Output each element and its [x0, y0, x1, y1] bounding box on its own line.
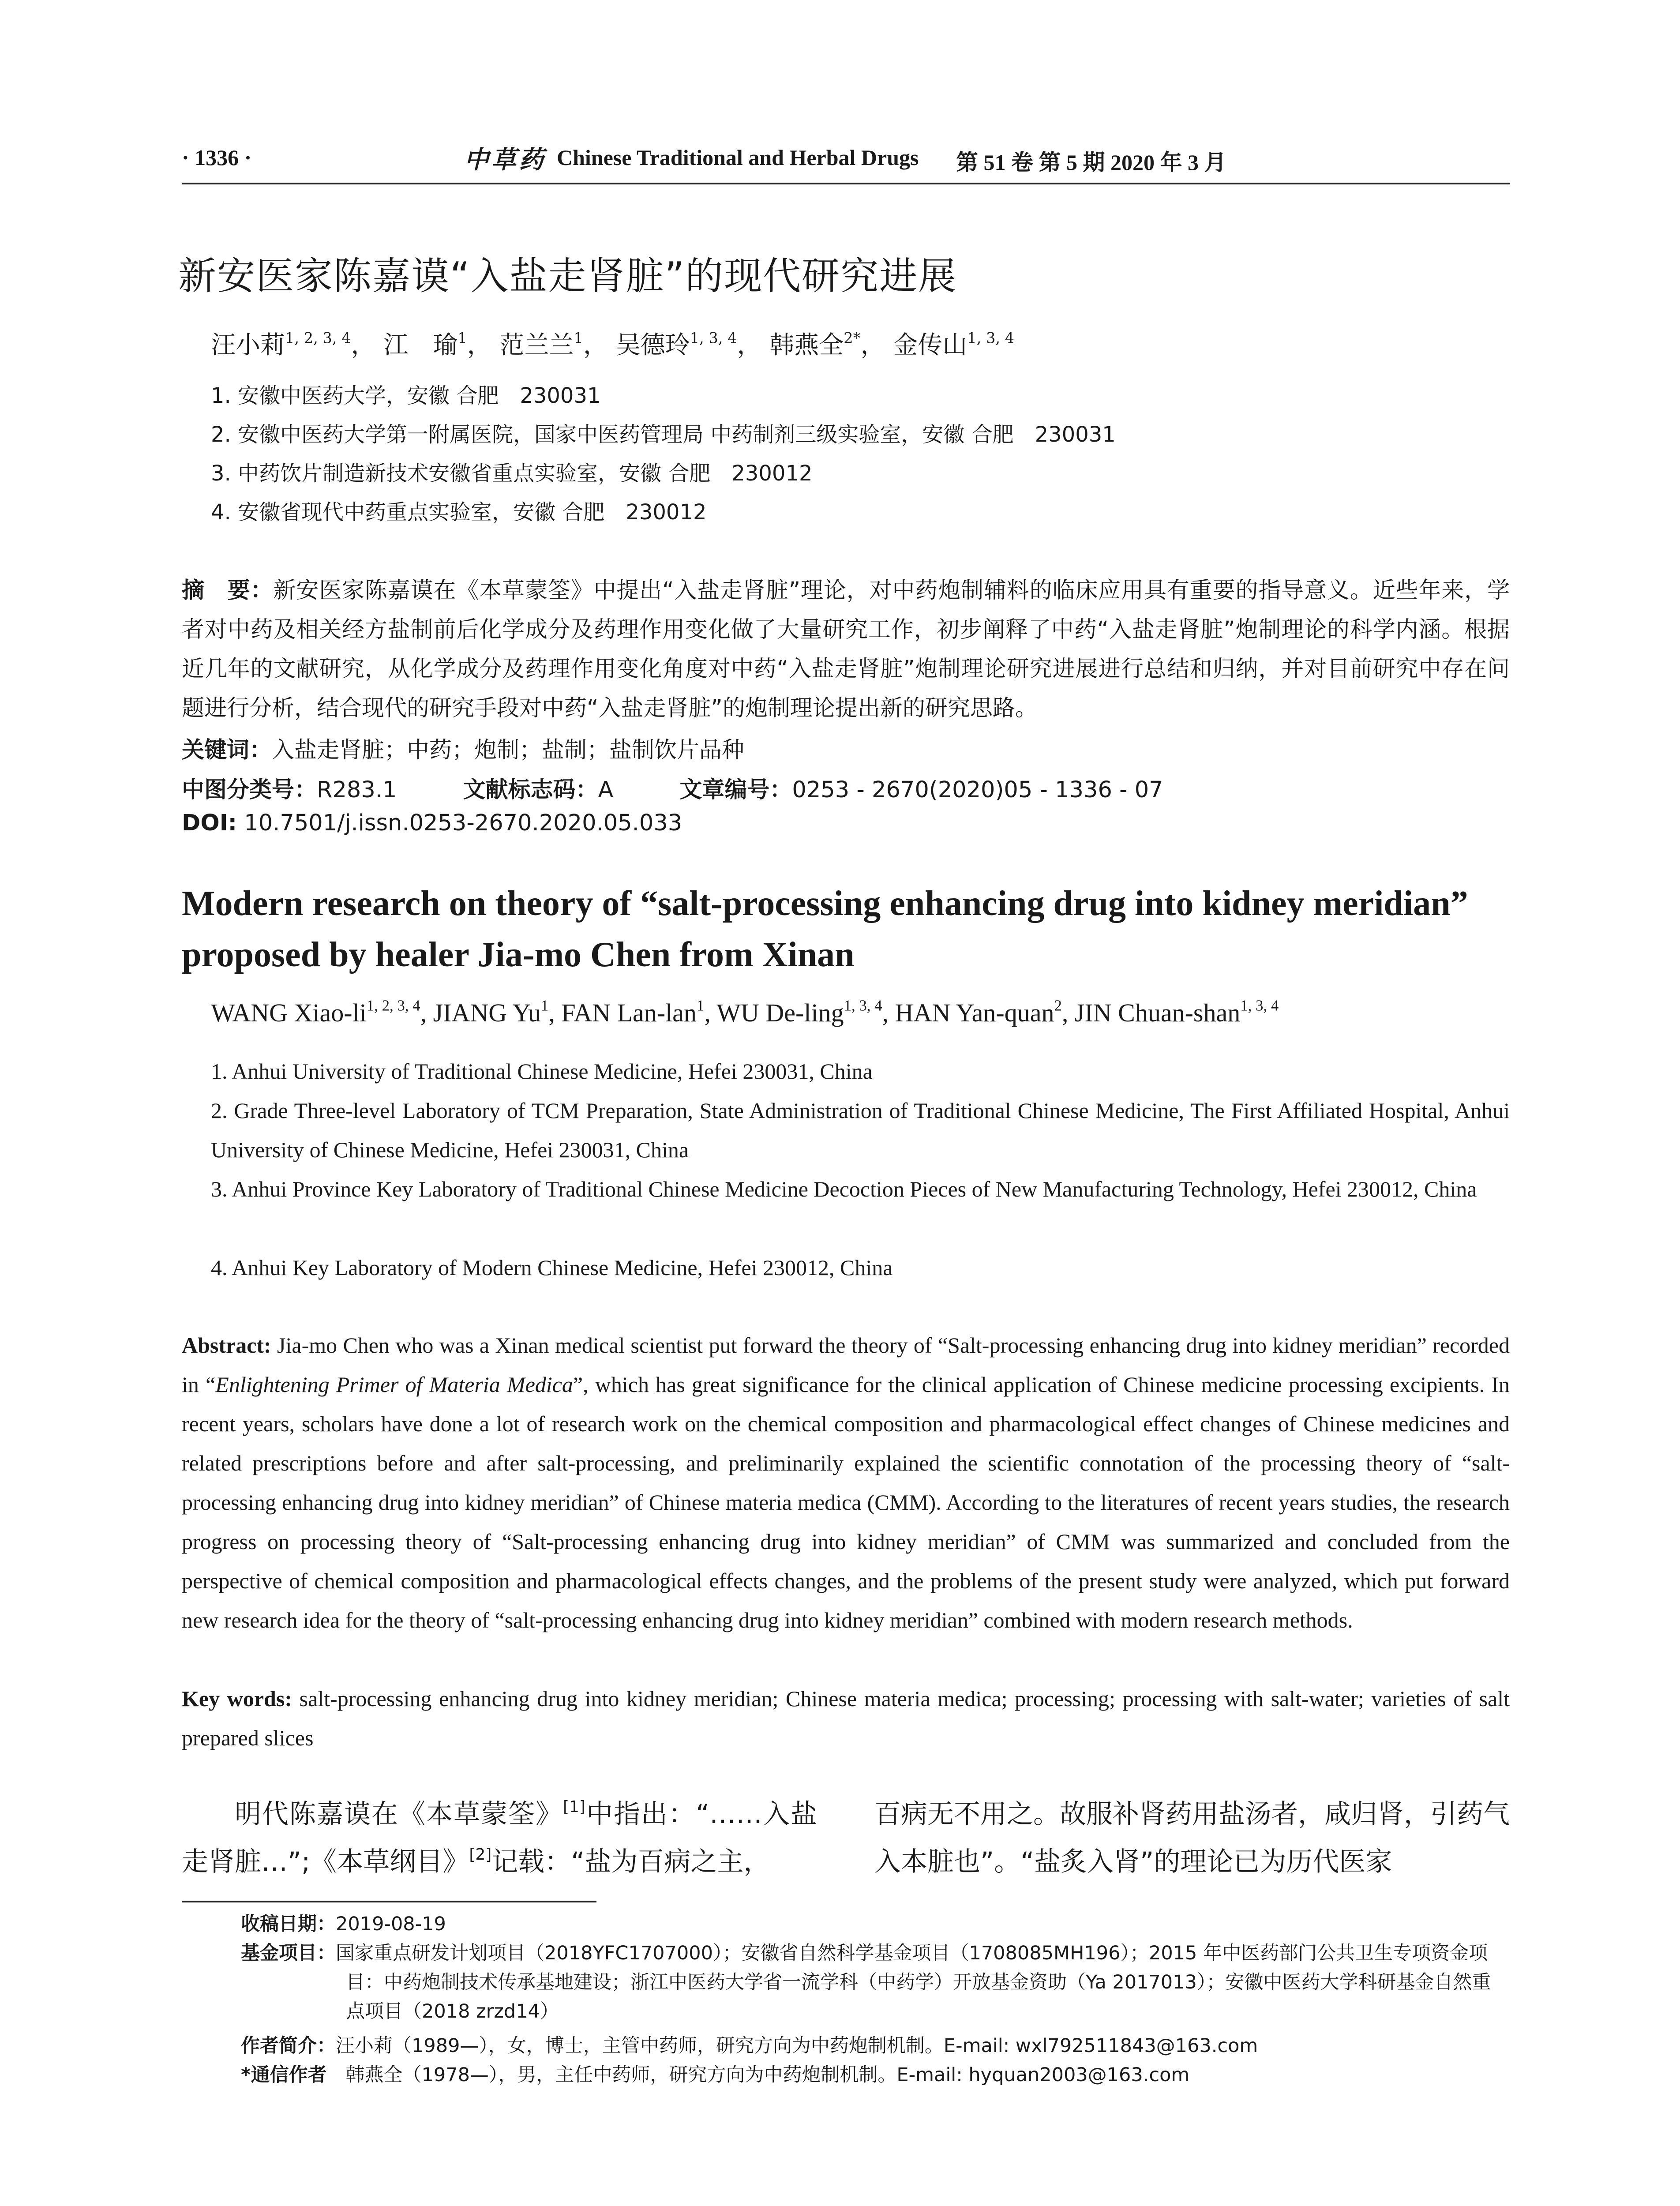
- author-separator: ,: [882, 998, 895, 1027]
- corresponding-label: *通信作者: [241, 2064, 327, 2086]
- footnote-funding: [241, 1939, 1510, 2026]
- author-separator: ,: [1061, 998, 1075, 1027]
- author-affiliation-mark: 1, 3, 4: [967, 329, 1015, 347]
- author-name-en: WU De-ling: [716, 998, 844, 1027]
- body-text: 记载：“盐为百病之主，: [491, 1846, 770, 1877]
- author-list-en: [211, 998, 1279, 1028]
- affiliation-cn: 2. 安徽中医药大学第一附属医院，国家中医药管理局 中药制剂三级实验室，安徽 合肥 230031: [211, 422, 1116, 447]
- volume-issue: 第 51 卷 第 5 期 2020 年 3 月: [956, 150, 1226, 175]
- affiliation-cn: 4. 安徽省现代中药重点实验室，安徽 合肥 230012: [211, 500, 707, 525]
- author-name: 范兰兰: [499, 331, 574, 360]
- author-affiliation-mark: 2: [1054, 997, 1062, 1014]
- author-affiliation-mark: 2*: [844, 329, 861, 347]
- body-column-left: [182, 1790, 817, 1886]
- author-name: 江 瑜: [383, 331, 458, 360]
- author-affiliation-mark: 1, 2, 3, 4: [366, 997, 420, 1014]
- keywords-en: [182, 1679, 1510, 1758]
- journal-name-cn: 中草药: [464, 146, 546, 174]
- author-separator: ,: [548, 998, 562, 1027]
- author-affiliation-mark: 1: [458, 329, 467, 347]
- received-date: 2019-08-19: [336, 1913, 446, 1935]
- keywords-text-cn: 入盐走肾脏；中药；炮制；盐制；盐制饮片品种: [272, 737, 745, 763]
- author-separator: ，: [860, 331, 885, 360]
- abstract-cn: [182, 571, 1510, 728]
- clc-value: R283.1: [317, 777, 397, 803]
- abstract-text-en: Jia-mo Chen who was a Xinan medical scientist put forward the theory of “Salt-processing enhancing drug into kidney meridian” recorded in “: [182, 1333, 1510, 1397]
- author-separator: ，: [583, 331, 608, 360]
- doi-label: DOI:: [182, 810, 237, 836]
- footnote-received: [241, 1910, 446, 1939]
- journal-name-en: Chinese Traditional and Herbal Drugs: [557, 145, 919, 170]
- affiliation-cn: 1. 安徽中医药大学，安徽 合肥 230031: [211, 383, 601, 408]
- keywords-label-en: Key words:: [182, 1686, 292, 1711]
- funding-label: 基金项目：: [241, 1942, 336, 1964]
- citation-ref[interactable]: [1]: [562, 1797, 585, 1816]
- keywords-text-en: salt-processing enhancing drug into kidney meridian; Chinese materia medica; processing; processing with salt-water; varieties of salt prepared slices: [182, 1686, 1510, 1750]
- footnote-author-bio: [241, 2031, 1258, 2060]
- author-affiliation-mark: 1: [574, 329, 583, 347]
- funding-text: 国家重点研发计划项目（2018YFC1707000）；安徽省自然科学基金项目（1708085MH196）；2015 年中医药部门公共卫生专项资金项目：中药炮制技术传承基地建设；浙江中医药大学省一流学科（中药学）开放基金资助（Ya 2017013）；安徽中医药大学科研基金自然重点项目（2018 zrzd14）: [336, 1942, 1491, 2022]
- author-bio-label: 作者简介：: [241, 2035, 336, 2057]
- author-name-en: FAN Lan-lan: [561, 998, 697, 1027]
- abstract-label-cn: 摘 要：: [182, 578, 274, 604]
- author-name: 汪小莉: [211, 331, 285, 360]
- keywords-label-cn: 关键词：: [182, 737, 272, 763]
- author-name-en: HAN Yan-quan: [895, 998, 1054, 1027]
- footnote-divider: [182, 1901, 596, 1902]
- citation-ref[interactable]: [2]: [469, 1845, 492, 1864]
- author-separator: ,: [420, 998, 433, 1027]
- doc-code-label: 文献标志码：: [463, 777, 598, 803]
- page-number: · 1336 ·: [182, 145, 252, 170]
- footnote-corresponding: [241, 2060, 1189, 2090]
- doi-line: [182, 810, 682, 836]
- affiliation-en: [211, 1091, 1510, 1170]
- keywords-cn: [182, 732, 744, 764]
- author-affiliation-mark: 1: [696, 997, 705, 1014]
- running-header: [182, 140, 1510, 184]
- author-name: 韩燕全: [769, 331, 844, 360]
- article-number-value: 0253 - 2670(2020)05 - 1336 - 07: [792, 777, 1163, 803]
- affiliation-en: 3. Anhui Province Key Laboratory of Traditional Chinese Medicine Decoction Pieces of New Manufacturing Technology, Hefei 230012, China: [211, 1177, 1477, 1201]
- abstract-label-en: Abstract:: [182, 1333, 271, 1358]
- abstract-text-en-cont: ”, which has great significance for the clinical application of Chinese medicine processing excipients. In recent years, scholars have done a lot of research work on the chemical composition and pharmacological effect changes of Chinese medicines and related prescriptions before and after salt-processing, and preliminarily explained the scientific connotation of the processing theory of “salt-processing enhancing drug into kidney meridian” of Chinese materia medica (CMM). According to the literatures of recent years studies, the research progress on processing theory of “Salt-processing enhancing drug into kidney meridian” of CMM was summarized and concluded from the perspective of chemical composition and pharmacological effects changes, and the problems of the present study were analyzed, which put forward new research idea for the theory of “salt-processing enhancing drug into kidney meridian” combined with modern research methods.: [182, 1372, 1510, 1632]
- author-name-en: JIN Chuan-shan: [1074, 998, 1241, 1027]
- body-text: 中指出：“……入盐走肾脏…”;《本草纲目》: [182, 1799, 818, 1877]
- classification-line: [182, 771, 1163, 804]
- author-separator: ，: [351, 331, 376, 360]
- received-label: 收稿日期：: [241, 1913, 336, 1935]
- affiliation-en: 1. Anhui University of Traditional Chinese Medicine, Hefei 230031, China: [211, 1059, 873, 1084]
- article-title-cn: 新安医家陈嘉谟“入盐走肾脏”的现代研究进展: [178, 254, 957, 298]
- author-affiliation-mark: 1: [540, 997, 549, 1014]
- author-name: 吴德玲: [615, 331, 690, 360]
- corresponding-text: 韩燕全（1978—），男，主任中药师，研究方向为中药炮制机制。E-mail: hyquan2003@163.com: [345, 2064, 1190, 2086]
- affiliation-en: 4. Anhui Key Laboratory of Modern Chinese Medicine, Hefei 230012, China: [211, 1255, 893, 1280]
- abstract-en: [182, 1326, 1510, 1640]
- doc-code-value: A: [598, 777, 614, 803]
- author-affiliation-mark: 1, 3, 4: [1240, 997, 1279, 1014]
- author-separator: ，: [467, 331, 492, 360]
- author-name-en: JIANG Yu: [433, 998, 541, 1027]
- author-name: 金传山: [893, 331, 968, 360]
- book-title: Enlightening Primer of Materia Medica: [215, 1372, 573, 1397]
- article-title-en: Modern research on theory of “salt-processing enhancing drug into kidney meridian” proposed by healer Jia-mo Chen from Xinan: [182, 884, 1468, 974]
- author-separator: ,: [704, 998, 717, 1027]
- author-affiliation-mark: 1, 3, 4: [690, 329, 737, 347]
- author-affiliation-mark: 1, 2, 3, 4: [285, 329, 351, 347]
- affiliation-cn: 3. 中药饮片制造新技术安徽省重点实验室，安徽 合肥 230012: [211, 461, 813, 486]
- author-affiliation-mark: 1, 3, 4: [844, 997, 882, 1014]
- abstract-text-cn: 新安医家陈嘉谟在《本草蒙筌》中提出“入盐走肾脏”理论，对中药炮制辅料的临床应用具有重要的指导意义。近些年来，学者对中药及相关经方盐制前后化学成分及药理作用变化做了大量研究工作，初步阐释了中药“入盐走肾脏”炮制理论的科学内涵。根据近几年的文献研究，从化学成分及药理作用变化角度对中药“入盐走肾脏”炮制理论研究进展进行总结和归纳，并对目前研究中存在问题进行分析，结合现代的研究手段对中药“入盐走肾脏”的炮制理论提出新的研究思路。: [182, 578, 1510, 721]
- article-number-label: 文章编号：: [679, 777, 792, 803]
- author-name-en: WANG Xiao-li: [211, 998, 367, 1027]
- author-bio-text: 汪小莉（1989—），女，博士，主管中药师，研究方向为中药炮制机制。E-mail: wxl792511843@163.com: [336, 2035, 1258, 2057]
- author-list-cn: [211, 326, 1014, 361]
- clc-label: 中图分类号：: [182, 777, 317, 803]
- author-separator: ，: [737, 331, 762, 360]
- affiliation-en-text: 2. Grade Three-level Laboratory of TCM Preparation, State Administration of Traditional Chinese Medicine, The First Affiliated Hospital, Anhui University of Chinese Medicine, Hefei 230031, China: [211, 1098, 1510, 1162]
- doi-value[interactable]: 10.7501/j.issn.0253-2670.2020.05.033: [244, 810, 682, 836]
- body-column-right: 百病无不用之。故服补肾药用盐汤者，咸归肾，引药气入本脏也”。“盐炙入肾”的理论已为历代医家: [874, 1799, 1510, 1877]
- body-text: 明代陈嘉谟在《本草蒙筌》: [235, 1799, 563, 1830]
